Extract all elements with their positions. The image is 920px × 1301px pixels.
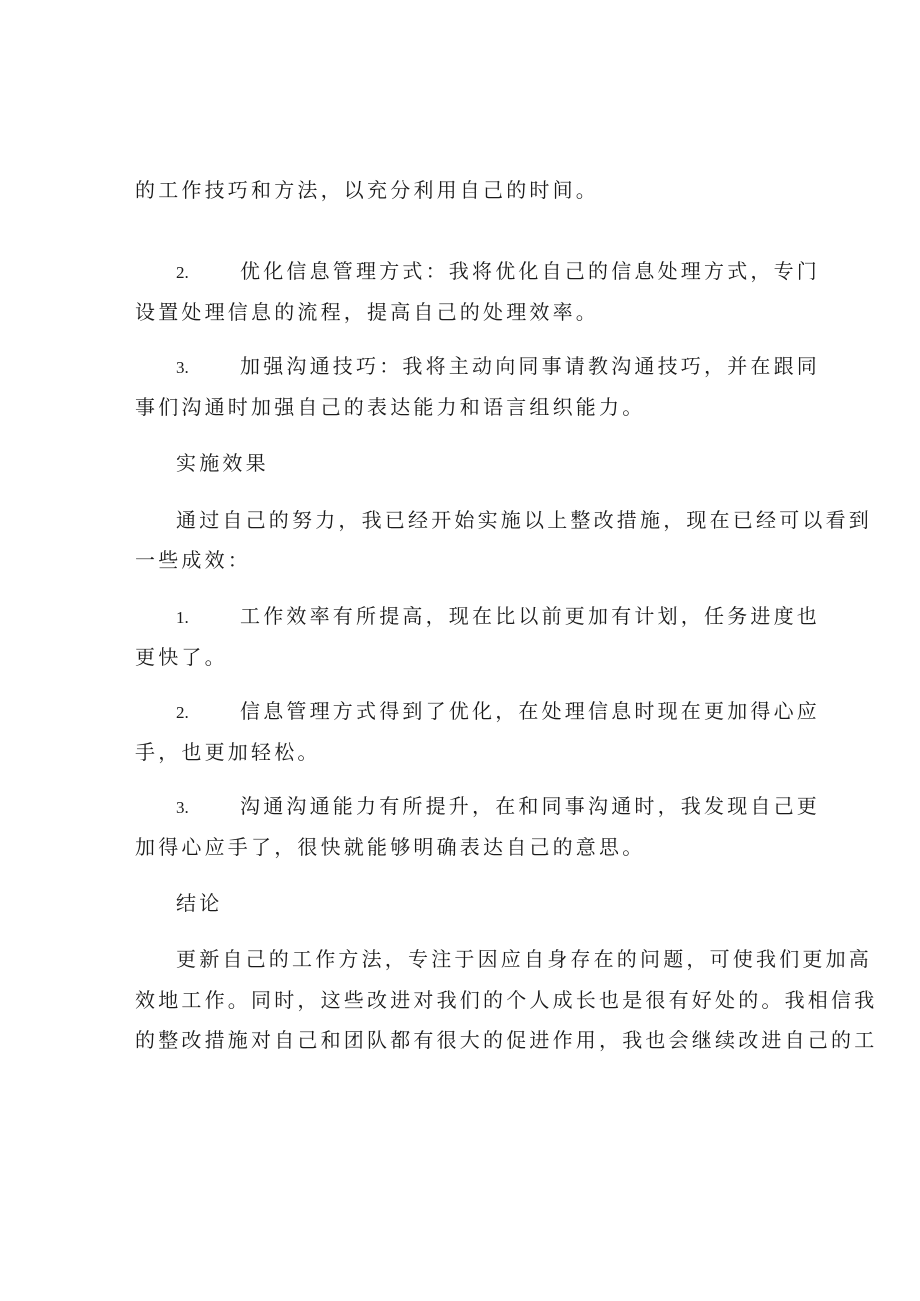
effect-intro-line-1: 通过自己的努力，我已经开始实施以上整改措施，现在已经可以看到 [176, 508, 872, 532]
effect-1-line-1: 工作效率有所提高，现在比以前更加有计划，任务进度也 [240, 604, 820, 628]
measure-3-number: 3. [176, 358, 189, 377]
conclusion-line-3: 的整改措施对自己和团队都有很大的促进作用，我也会继续改进自己的工 [135, 1028, 878, 1052]
effect-2-line-1: 信息管理方式得到了优化，在处理信息时现在更加得心应 [240, 699, 820, 723]
effect-1-line-2: 更快了。 [135, 645, 228, 669]
effect-intro-line-2: 一些成效： [135, 548, 251, 572]
measure-2-line-1: 优化信息管理方式：我将优化自己的信息处理方式，专门 [240, 259, 820, 283]
measure-2-number: 2. [176, 263, 189, 282]
effect-3-number: 3. [176, 798, 189, 817]
measure-3-line-2: 事们沟通时加强自己的表达能力和语言组织能力。 [135, 395, 646, 419]
effect-3-line-2: 加得心应手了，很快就能够明确表达自己的意思。 [135, 835, 646, 859]
effect-2-line-2: 手，也更加轻松。 [135, 740, 321, 764]
effect-3-line-1: 沟通沟通能力有所提升，在和同事沟通时，我发现自己更 [240, 794, 820, 818]
measure-2-line-2: 设置处理信息的流程，提高自己的处理效率。 [135, 300, 599, 324]
heading-conclusion: 结论 [176, 891, 223, 915]
measure-3-line-1: 加强沟通技巧：我将主动向同事请教沟通技巧，并在跟同 [240, 354, 820, 378]
paragraph-carryover: 的工作技巧和方法，以充分利用自己的时间。 [135, 178, 599, 202]
conclusion-line-2: 效地工作。同时，这些改进对我们的个人成长也是很有好处的。我相信我 [135, 988, 878, 1012]
conclusion-line-1: 更新自己的工作方法，专注于因应自身存在的问题，可使我们更加高 [176, 947, 872, 971]
effect-1-number: 1. [176, 608, 189, 627]
heading-implementation-effect: 实施效果 [176, 451, 269, 475]
effect-2-number: 2. [176, 703, 189, 722]
